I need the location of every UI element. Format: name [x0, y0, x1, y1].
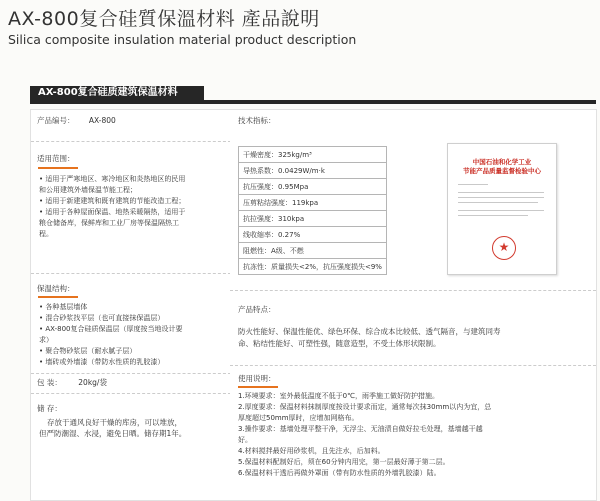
scope-accent-rule [38, 167, 78, 169]
structure-item: • 墙砖或外墙漆（带防水性质的乳胶漆） [39, 358, 165, 366]
usage-title: 使用说明： [238, 374, 276, 383]
scope-list [39, 174, 185, 240]
spec-row [239, 259, 387, 275]
storage-text-line-1: 存放于通风良好干燥的库房，可以堆放， [47, 418, 182, 427]
structure-item: • 混合砂浆找平层（也可直接抹保温层） [39, 314, 165, 322]
usage-accent-rule [238, 386, 278, 388]
structure-item: 求） [39, 336, 53, 344]
package-label: 包 装： [37, 378, 62, 387]
spec-cell: 压剪粘结强度：119kpa [239, 195, 387, 211]
cert-text-line [458, 197, 544, 198]
spec-cell: 抗压强度：0.95Mpa [239, 179, 387, 195]
spec-cell: 抗拉强度：310kpa [239, 211, 387, 227]
spec-cell: 导热系数：0.0429W/m·k [239, 163, 387, 179]
usage-item: 4.材料搅拌最好用砂浆机，且先注水，后加料。 [238, 447, 385, 455]
product-banner: AX-800复合硅质建筑保温材料 [30, 86, 204, 100]
product-code-label: 产品编号： [37, 116, 75, 125]
structure-title: 保温结构： [37, 284, 75, 293]
scope-section [31, 141, 231, 274]
spec-row [239, 163, 387, 179]
spec-cell: 线收缩率：0.27% [239, 227, 387, 243]
usage-item: 6.保温材料干透后再做外罩面（带有防水性质的外墙乳胶漆）陆。 [238, 469, 441, 477]
features-title: 产品特点： [238, 305, 276, 314]
scope-item: 程。 [39, 230, 53, 238]
product-code-section [31, 110, 231, 142]
certificate-title-1: 中国石油和化学工业 [472, 158, 532, 166]
storage-text-line-2: 但严防潮湿、水浸，避免日晒。储存期1年。 [39, 429, 187, 438]
structure-section [31, 273, 231, 374]
structure-item: • 各种基层墙体 [39, 303, 88, 311]
usage-item: 3.操作要求：基墙处理平整干净，无浮尘、无油渍自做好拉毛处理，基墙越干越 [238, 425, 483, 433]
usage-item: 1.环境要求：室外最低温度不低于0℃，雨季施工做好防护措施。 [238, 392, 439, 400]
page-title-en: Silica composite insulation material product description [8, 32, 357, 47]
spec-row [239, 243, 387, 259]
scope-item: 和公用建筑外墙保温节能工程； [39, 186, 137, 194]
scope-item: • 适用于严寒地区、寒冷地区和炎热地区的民用 [39, 175, 186, 183]
spec-row [239, 195, 387, 211]
features-section [230, 290, 596, 366]
spec-title: 技术指标： [238, 116, 276, 125]
structure-accent-rule [38, 296, 78, 298]
scope-item: • 适用于新建建筑和既有建筑的节能改造工程； [39, 197, 186, 205]
spec-cell: 干燥密度：325kg/m³ [239, 147, 387, 163]
left-panel [30, 109, 232, 501]
structure-item: • AX-800复合硅质保温层（厚度按当地设计要 [39, 325, 183, 333]
certificate-image [447, 143, 557, 275]
spec-cell: 阻燃性：A级、不燃 [239, 243, 387, 259]
scope-item: • 适用于各种屋面保温、地热采暖隔热，适用于 [39, 208, 186, 216]
certificate-title-2: 节能产品质量监督检验中心 [463, 167, 541, 175]
spec-section [230, 110, 596, 291]
spec-row [239, 211, 387, 227]
usage-item: 厚度超过50mm厚时，应增加网格布。 [238, 414, 359, 422]
spec-row [239, 227, 387, 243]
spec-table [238, 146, 387, 275]
banner-rule [30, 100, 596, 104]
right-panel [230, 109, 597, 501]
features-text-line-1: 防火性能好、保温性能优、绿色环保、综合成本比较低、透气隔音，与建筑同寿 [238, 327, 501, 336]
scope-item: 粮仓储备库，保鲜库和工业厂房等保温隔热工 [39, 219, 179, 227]
scope-title: 适用范围： [37, 154, 75, 163]
page-title-cn: AX-800复合硅質保溫材料 產品說明 [8, 8, 320, 30]
usage-item: 5.保温材料配制好后，须在60分钟内用完，第一层最好薄于第二层。 [238, 458, 450, 466]
cert-text-line [458, 202, 538, 203]
cert-text-line [458, 210, 544, 211]
product-code-value: AX-800 [88, 116, 116, 125]
usage-list [238, 391, 491, 479]
cert-text-line [458, 215, 528, 216]
spec-cell: 抗冻性：质量损失<2%，抗压强度损失<9% [239, 259, 387, 275]
usage-item: 2.厚度要求：保温材料抹制厚度按设计要求而定，通常每次抹30mm以内为宜，总 [238, 403, 492, 411]
usage-item: 好。 [238, 436, 252, 444]
package-section [31, 373, 231, 394]
cert-text-line [458, 184, 488, 185]
features-text-line-2: 命、粘结性能好、可塑性强，随意造型，不受土体形状限制。 [238, 339, 441, 348]
package-value: 20kg/袋 [78, 378, 107, 387]
structure-list [39, 302, 182, 368]
storage-title: 储 存： [37, 404, 62, 413]
certificate-heading [448, 158, 556, 176]
structure-item: • 聚合物砂浆层（耐水腻子层） [39, 347, 137, 355]
spec-row [239, 147, 387, 163]
seal-icon: ★ [492, 236, 516, 260]
spec-row [239, 179, 387, 195]
cert-text-line [458, 192, 544, 193]
